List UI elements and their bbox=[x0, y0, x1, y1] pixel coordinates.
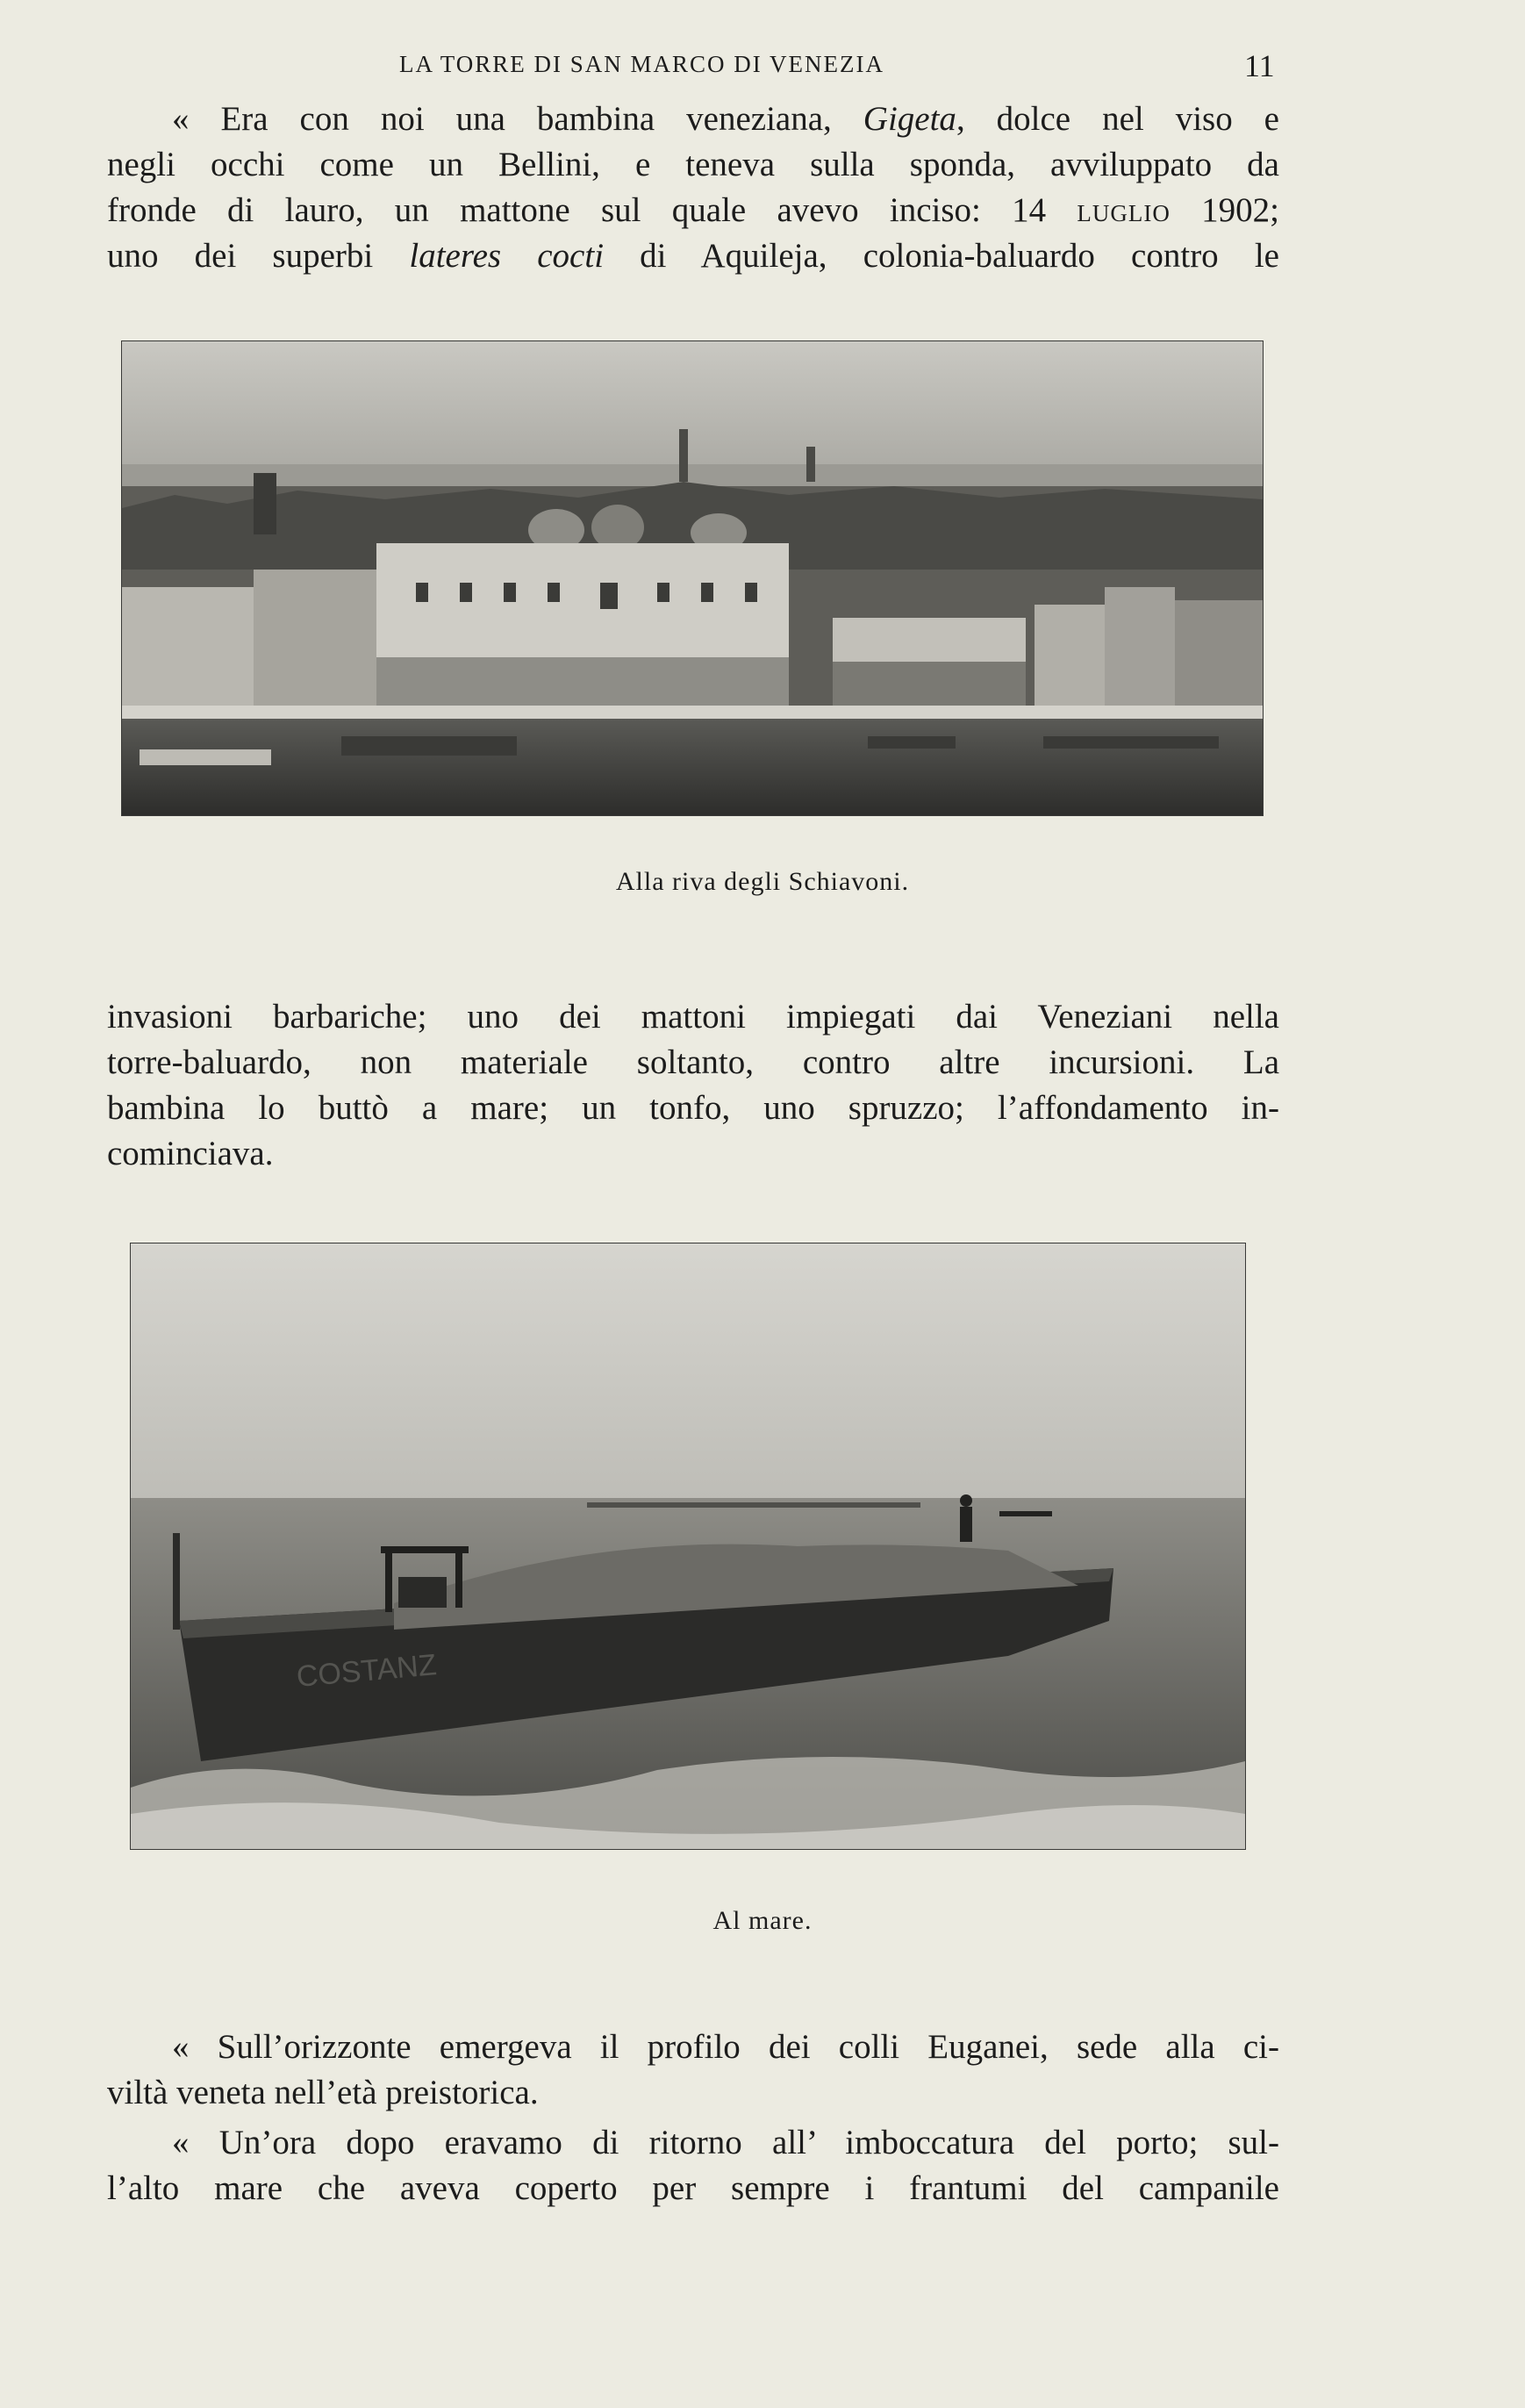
paragraph-continued bbox=[107, 994, 1279, 1177]
running-head bbox=[0, 48, 1525, 86]
paragraph-return bbox=[107, 2120, 1279, 2211]
text-line: « Un’ora dopo eravamo di ritorno all’ imboccatura del porto; sul- bbox=[172, 2124, 1279, 2161]
text-line: « Sull’orizzonte emergeva il profilo dei colli Euganei, sede alla ci- bbox=[172, 2028, 1279, 2066]
venice-panorama-illustration bbox=[122, 341, 1263, 815]
text-line: viltà veneta nell’età preistorica. bbox=[107, 2074, 539, 2111]
barge-lettering: COSTANZ bbox=[295, 1648, 439, 1694]
date-month: luglio bbox=[1077, 191, 1171, 229]
text-line: invasioni barbariche; uno dei mattoni impiegati dai Veneziani nella bbox=[107, 998, 1279, 1036]
caption-figure-2: Al mare. bbox=[712, 1906, 813, 1935]
page-number: 11 bbox=[1244, 48, 1275, 83]
caption-figure-1: Alla riva degli Schiavoni. bbox=[615, 867, 910, 896]
text-line: uno dei superbi lateres cocti di Aquileja, colonia-baluardo contro le bbox=[107, 237, 1279, 275]
text-line: cominciava. bbox=[107, 1135, 274, 1172]
paragraph-euganei bbox=[107, 2025, 1279, 2116]
text-line: negli occhi come un Bellini, e teneva sulla sponda, avviluppato da bbox=[107, 146, 1279, 183]
text-line: l’alto mare che aveva coperto per sempre i frantumi del campanile bbox=[107, 2169, 1279, 2207]
italic-latin-term: lateres cocti bbox=[409, 237, 605, 275]
running-title: LA TORRE DI SAN MARCO DI VENEZIA bbox=[399, 51, 885, 77]
text-line: bambina lo buttò a mare; un tonfo, uno spruzzo; l’affondamento in- bbox=[107, 1089, 1279, 1127]
italic-name: Gigeta bbox=[863, 100, 956, 138]
text-line: torre-baluardo, non materiale soltanto, contro altre incursioni. La bbox=[107, 1043, 1279, 1081]
photo-riva-degli-schiavoni bbox=[121, 340, 1264, 816]
photo-al-mare bbox=[130, 1243, 1246, 1850]
paragraph-intro bbox=[107, 97, 1279, 279]
text-line: fronde di lauro, un mattone sul quale avevo inciso: 14 luglio 1902; bbox=[107, 191, 1279, 229]
text-line: « Era con noi una bambina veneziana, Gigeta, dolce nel viso e bbox=[172, 100, 1279, 138]
barge-at-sea-illustration bbox=[131, 1243, 1245, 1849]
